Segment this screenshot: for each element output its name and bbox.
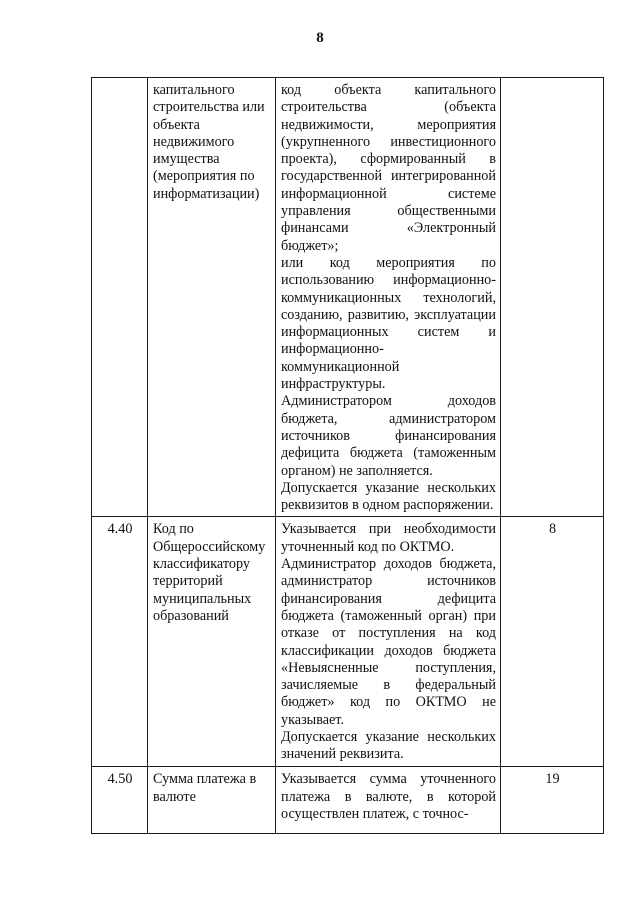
description-paragraph: Администратором доходов бюджета, администратором источников финансирования дефицита бюджета (таможенным органом) не заполняется.: [281, 393, 496, 479]
description-paragraph: Указывается сумма уточненного платежа в валюте, в которой осуществлен платеж, с точнос-: [281, 771, 496, 823]
table-row: [92, 517, 604, 767]
description-paragraph: Указывается при необходимости уточненный код по ОКТМО.: [281, 521, 496, 555]
requisites-table: [91, 77, 604, 834]
row-code: [92, 78, 148, 517]
page-number: 8: [316, 30, 324, 46]
row-description: [276, 517, 501, 767]
description-paragraph: Допускается указание нескольких значений реквизита.: [281, 728, 496, 763]
row-value: 8: [501, 517, 604, 767]
row-name: Код по Общероссийскому классификатору территорий муниципальных образований: [148, 517, 276, 767]
description-paragraph: код объекта капитального строительства (объекта недвижимости, мероприятия (укрупненного инвестиционного проекта), сформированный в государственной интегрированной информационной системе управления общественными финансами «Электронный бюджет»;: [281, 82, 496, 254]
row-code: 4.50: [92, 767, 148, 834]
description-paragraph: или код мероприятия по использованию информационно-коммуникационных технологий, созданию, развитию, эксплуатации информационных систем и информационно-коммуникационной инфраструктуры.: [281, 254, 496, 393]
description-paragraph: Администратор доходов бюджета, администратор источников финансирования дефицита бюджета (таможенный орган) при отказе от поступления на код классификации доходов бюджета «Невыясненные поступления, зачисляемые в федеральный бюджет» код по ОКТМО не указывает.: [281, 556, 496, 728]
row-description: [276, 767, 501, 834]
row-name: капитального строительства или объекта недвижимого имущества (мероприятия по информатизации): [148, 78, 276, 517]
table-row: [92, 767, 604, 834]
row-description: [276, 78, 501, 517]
row-value: [501, 78, 604, 517]
row-name: Сумма платежа в валюте: [148, 767, 276, 834]
row-code: 4.40: [92, 517, 148, 767]
row-value: 19: [501, 767, 604, 834]
description-paragraph: Допускается указание нескольких реквизитов в одном распоряжении.: [281, 479, 496, 514]
table-row: [92, 78, 604, 517]
